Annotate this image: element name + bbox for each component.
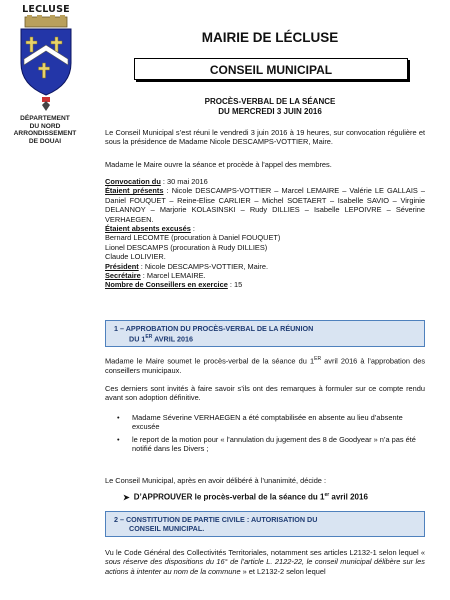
ordinal-suffix: ER [145, 334, 153, 340]
section-2-quote: sous réserve des dispositions du 16° de l’article L. 2122-22, le conseil municipal délibère sur les actions à intenter au nom de la commune [105, 557, 425, 576]
section-1-paragraph: Ces derniers sont invités à faire savoir s’ils ont des remarques à formuler sur ce compte rendu avant son adoption définitive. [105, 384, 425, 403]
section-1-title-text: AVRIL 2016 [152, 334, 193, 344]
ordinal-suffix: ER [314, 356, 322, 362]
nombre-line [105, 280, 425, 289]
section-1-title-text: DU 1 [129, 334, 146, 344]
section-1-title-line [114, 333, 418, 343]
section-2-text: » et L2132-2 selon lequel [240, 566, 326, 576]
section-1-heading [105, 320, 425, 347]
absent-line [105, 224, 425, 233]
section-1-text: avril 2016 à l’approbation des conseillers municipaux. [105, 356, 426, 375]
section-1-paragraph [105, 355, 425, 375]
secretaire-label: Secrétaire [105, 271, 141, 281]
absent-label: Étaient absents excusés [105, 224, 191, 234]
section-2-title-line: 2 – CONSTITUTION DE PARTIE CIVILE : AUTORISATION DU [114, 515, 318, 524]
decision-text: D’APPROUVER le procès-verbal de la séance du 1 [133, 492, 325, 502]
present-line [105, 186, 425, 224]
arrow-bullet-icon: ➤ [123, 492, 130, 502]
convocation-value: : 30 mai 2016 [160, 177, 208, 186]
crest-name: LECLUSE [22, 4, 70, 15]
president-value: : Nicole DESCAMPS-VOTTIER, Maire. [138, 261, 269, 271]
list-item-text: Madame Séverine VERHAEGEN a été comptabilisée en absente au lieu d’absente excusée [132, 413, 403, 432]
remarks-list [105, 413, 425, 454]
department-line: DU NORD [29, 122, 61, 130]
mairie-title: MAIRIE DE LÉCLUSE [201, 30, 339, 45]
list-item [105, 435, 425, 454]
section-1-title-line: 1 – APPROBATION DU PROCÈS-VERBAL DE LA RÉUNION [114, 324, 314, 333]
present-value: : Nicole DESCAMPS-VOTTIER – Marcel LEMAIRE – Valérie LE GALLAIS – Daniel FOUQUET – Reine-Elise CARLIER – Michel SOETAERT – Isabelle SAVIO – Virginie DELANNOY – Marjorie KOLASINSKI – Rudy DILLIES – Isabelle LEPOIVRE – Séverine VERHAEGEN. [105, 186, 425, 224]
secretaire-value: : Marcel LEMAIRE. [140, 271, 206, 281]
secretaire-line [105, 271, 425, 280]
decision-line [105, 491, 425, 502]
pv-date-line: DU MERCREDI 3 JUIN 2016 [218, 107, 322, 116]
section-2-title-line: CONSEIL MUNICIPAL. [129, 524, 205, 533]
intro-paragraph: Le Conseil Municipal s’est réuni le vendredi 3 juin 2016 à 19 heures, sur convocation régulière et sous la présidence de Madame Nicole DESCAMPS-VOTTIER, Maire. [105, 128, 425, 147]
section-1-paragraph: Le Conseil Municipal, après en avoir délibéré à l’unanimité, décide : [105, 476, 327, 485]
present-label: Étaient présents [105, 186, 164, 196]
nombre-value: : 15 [227, 280, 243, 290]
coat-of-arms-icon [15, 15, 77, 111]
department-line: ARRONDISSEMENT [13, 130, 77, 138]
absent-item: Claude LOLIVIER. [105, 252, 166, 262]
absent-item: Lionel DESCAMPS (procuration à Rudy DILLIES) [105, 242, 268, 252]
municipal-crest [14, 5, 78, 111]
president-label: Président [105, 261, 139, 271]
department-block [4, 115, 86, 145]
department-line: DÉPARTEMENT [20, 115, 70, 122]
decision-text: avril 2016 [329, 492, 368, 502]
section-1-text: Madame le Maire soumet le procès-verbal de la séance du 1 [105, 356, 315, 366]
section-2-text: Vu le Code Général des Collectivités Territoriales, notamment ses articles L2132-1 selon lequel « [105, 548, 425, 557]
department-line: DE DOUAI [28, 137, 62, 145]
section-2-paragraph [105, 548, 425, 576]
nombre-label: Nombre de Conseillers en exercice [105, 280, 228, 290]
list-item-text: le report de la motion pour « l’annulation du jugement des 8 de Goodyear » n’a pas été notifié dans les Divers ; [132, 434, 416, 454]
convocation-line [105, 177, 425, 186]
attendance-block [105, 177, 425, 290]
absent-item: Bernard LECOMTE (procuration à Daniel FOUQUET) [105, 233, 281, 243]
bullet-icon: • [117, 434, 120, 444]
bullet-icon: • [117, 413, 120, 422]
conseil-municipal-title: CONSEIL MUNICIPAL [134, 58, 408, 80]
list-item [105, 413, 425, 432]
ordinal-suffix: er [324, 492, 330, 498]
pv-title [150, 97, 390, 117]
convocation-label: Convocation du [105, 177, 161, 186]
section-2-heading [105, 511, 425, 537]
roll-call-paragraph: Madame le Maire ouvre la séance et procède à l’appel des membres. [105, 160, 332, 169]
president-line [105, 262, 425, 271]
pv-title-line: PROCÈS-VERBAL DE LA SÉANCE [204, 97, 336, 106]
absent-value: : [190, 224, 195, 234]
